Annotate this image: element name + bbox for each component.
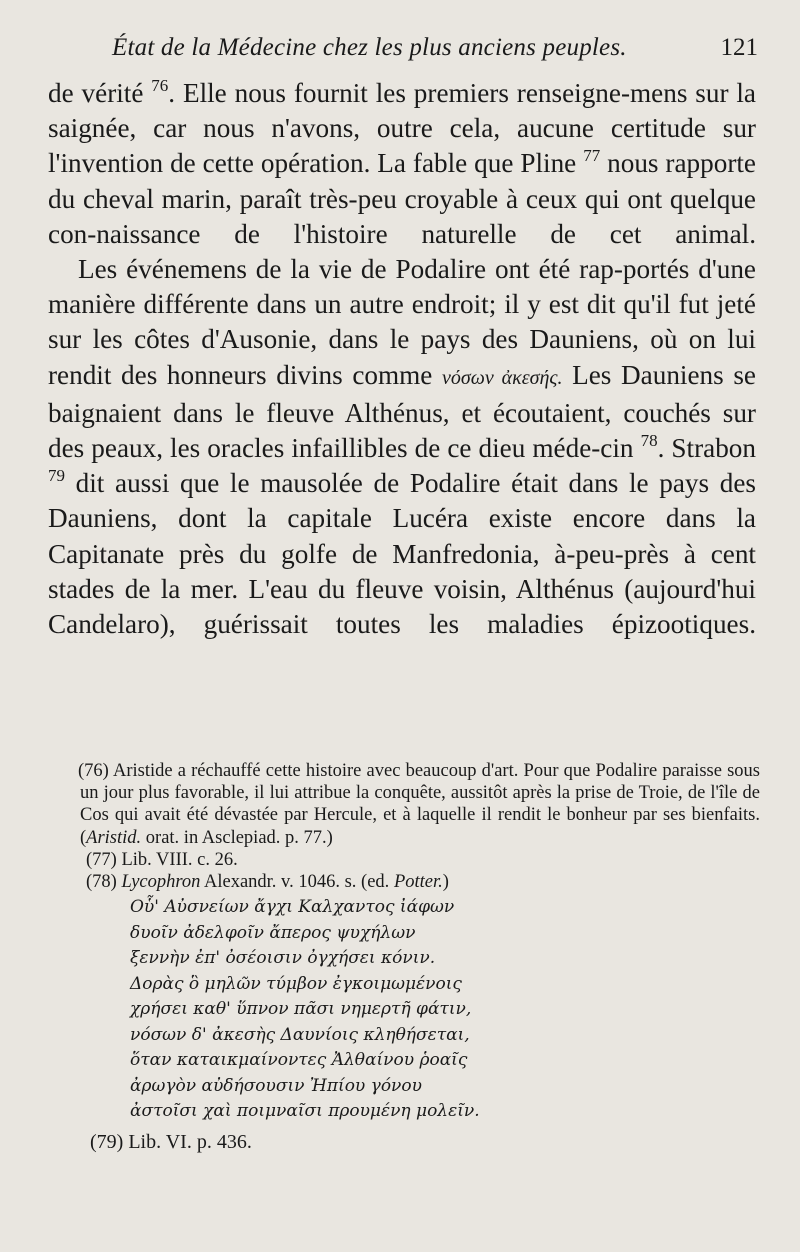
verse-line: χρήσει καθ' ὕπνον πᾶσι νημερτῆ φάτιν,	[130, 999, 472, 1020]
greek-phrase: νόσων ἀκεσής.	[442, 366, 563, 389]
verse-line: ξεννὴν ἐπ' ὀσέοισιν ὀγχήσει κόνιν.	[130, 948, 436, 969]
verse-line: δυοῖν ἀδελφοῖν ἄπερος ψυχήλων	[130, 922, 416, 943]
footnote-ref-76[interactable]: 76	[151, 76, 169, 95]
footnote-79: (79) Lib. VI. p. 436.	[90, 1130, 252, 1153]
verse-line: νόσων δ' ἀκεσὴς Δαυνίοις κληθήσεται,	[130, 1024, 470, 1045]
footnote-ref-79[interactable]: 79	[48, 466, 65, 486]
running-header	[112, 34, 758, 74]
running-title: État de la Médecine chez les plus anciens peuples.	[112, 34, 627, 61]
paragraph-2: Les événemens de la vie de Podalire ont été rap-portés d'une manière différente dans un autre endroit; il y est dit qu'il fut jeté sur les côtes d'Ausonie, dans le pays des Dauniens, où on lui rendit des honneurs divins comme νόσων ἀκεσής. Les Dauniens se baignaient dans le fleuve Althénus, et écoutaient, couchés sur des peaux, les oracles infaillibles de ce dieu méde-cin $^{78}$. Strabon $^{79}$ dit aussi que le mausolée de Podalire était dans le pays des Dauniens, dont la capitale Lucéra existe encore dans la Capitanate près du golfe de Manfredonia, à-peu-près à cent stades de la mer. L'eau du fleuve voisin, Althénus (aujourd'hui Candelaro), guérissait toutes les maladies épizootiques.	[48, 254, 757, 640]
greek-verse-quotation	[130, 895, 760, 1125]
footnote-ref-78[interactable]: 78	[640, 431, 658, 451]
main-text	[48, 76, 756, 642]
verse-line: Δορὰς ὃ μηλῶν τύμβον ἐγκοιμωμένοις	[130, 973, 462, 994]
footnote-77: (77) Lib. VIII. c. 26.	[86, 849, 238, 870]
verse-line: ἀρωγὸν αὐδήσουσιν Ἠπίου γόνου	[130, 1075, 422, 1096]
verse-line: Οὗ' Αὐσνείων ἄγχι Καλχαντος ἰάφων	[130, 897, 455, 918]
paragraph-1: de vérité $^{76}$. Elle nous fournit les premiers renseigne-mens sur la saignée, car nous n'avons, outre cela, aucune certitude sur l'invention de cette opération. La fable que Pline $^{77}$ nous rapporte du cheval marin, paraît très-peu croyable à ceux qui ont quelque con-naissance de l'histoire naturelle de cet animal.	[48, 76, 756, 249]
page-number: 121	[720, 34, 758, 61]
footnote-ref-77[interactable]: 77	[583, 146, 601, 166]
footnote-76: (76) Aristide a réchauffé cette histoire avec beaucoup d'art. Pour que Podalire paraisse sous un jour plus favorable, il lui attribue la conquête, aussitôt après la prise de Troie, de l'île de Cos qui avait été dévastée par Hercule, et à laquelle il rendit le bonheur par ses bienfaits. (Aristid. orat. in Asclepiad. p. 77.)	[78, 761, 760, 848]
footnotes	[80, 760, 760, 1153]
footnote-78: (78) Lycophron Alexandr. v. 1046. s. (ed. Potter.)	[86, 872, 449, 893]
verse-line: ἀστοῖσι χαὶ ποιμναῖσι προυμένη μολεῖν.	[130, 1101, 480, 1122]
verse-line: ὅταν καταικμαίνοντες Ἀλθαίνου ῥοαῖς	[130, 1050, 468, 1071]
